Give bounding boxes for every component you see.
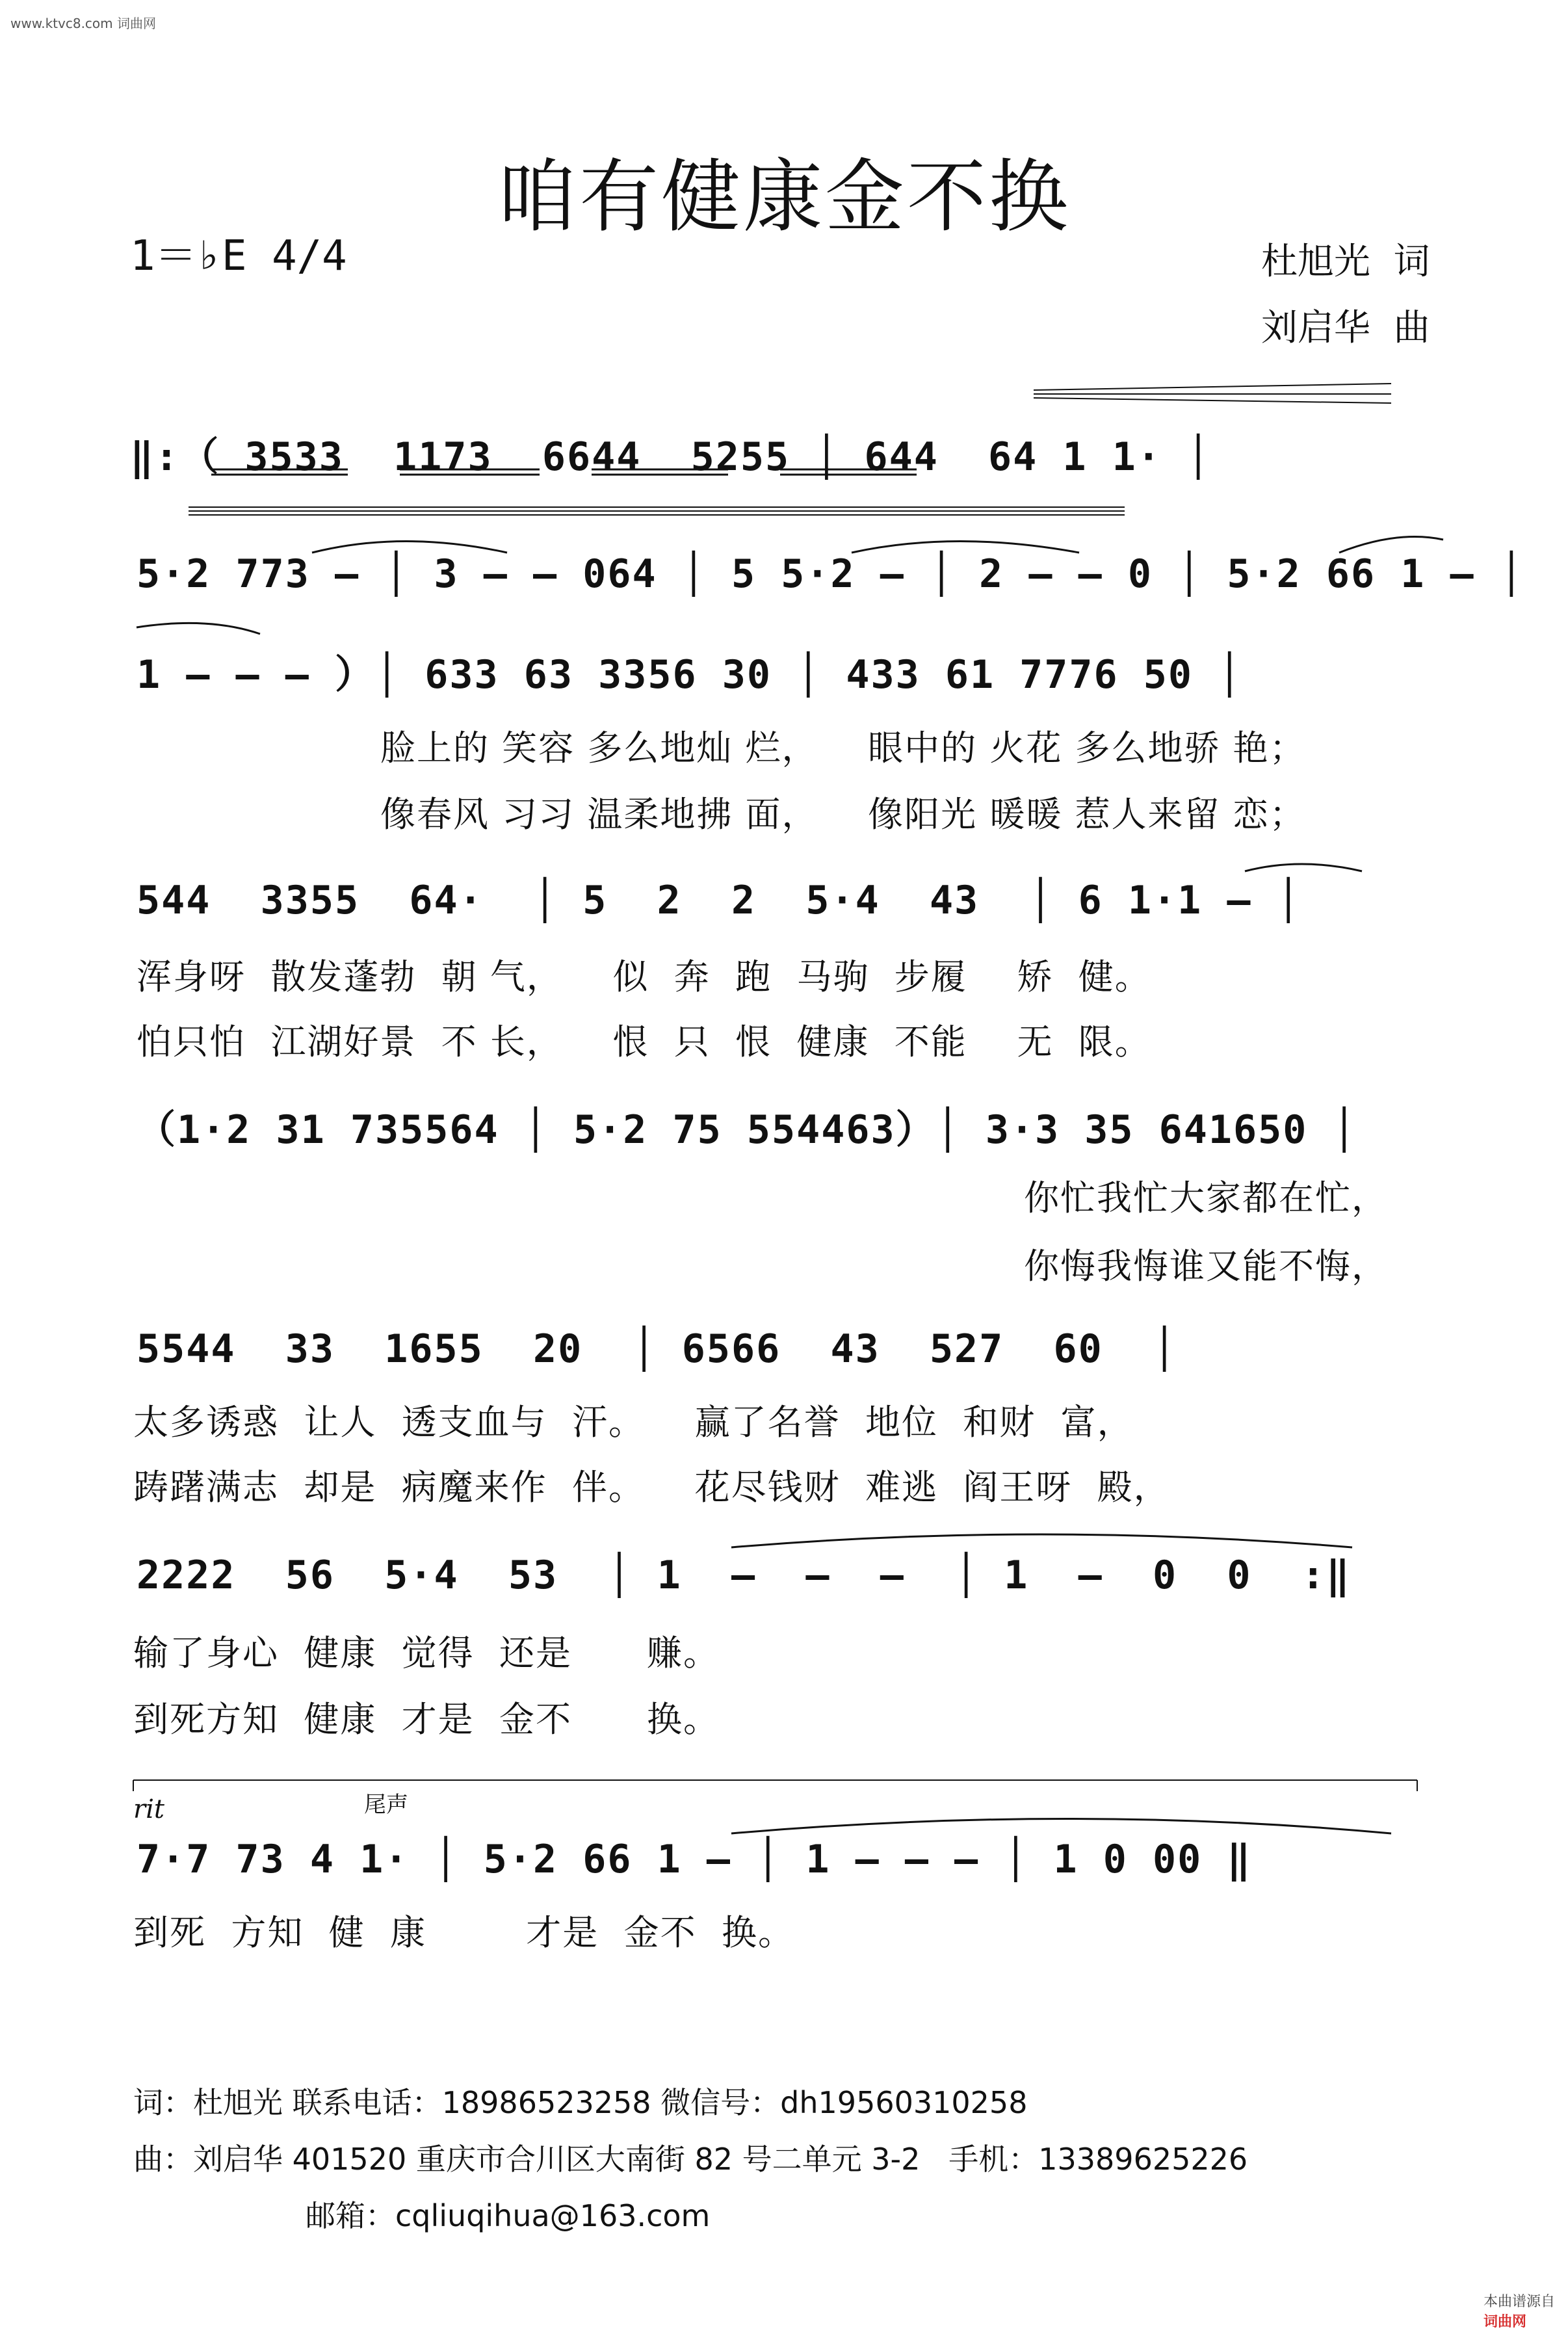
footer-lyricist-contact: 词：杜旭光 联系电话：18986523258 微信号：dh19560310258 xyxy=(133,2085,1028,2120)
key-signature: 1＝♭E 4/4 xyxy=(130,232,347,280)
score-line-2: 5·2 773 – │ 3 – – 064 │ 5 5·2 – │ 2 – – 0 │ 5·2 66 1 – │ xyxy=(137,551,1524,597)
lyric-line-7-verse-2: 到死方知 健康 才是 金不 换。 xyxy=(133,1699,720,1740)
lyric-line-4-verse-2: 怕只怕 江湖好景 不 长， 恨 只 恨 健康 不能 无 限。 xyxy=(137,1021,1151,1062)
score-line-8: 7·7 73 4 1· │ 5·2 66 1 – │ 1 – – – │ 1 0 00 ‖ xyxy=(137,1837,1252,1882)
watermark-left: 本曲谱源自 xyxy=(1483,2294,1555,2310)
site-url: www.ktvc8.com 词曲网 xyxy=(10,16,157,31)
score-line-6: 5544 33 1655 20 │ 6566 43 527 60 │ xyxy=(137,1326,1178,1372)
lyric-line-7-verse-1: 输了身心 健康 觉得 还是 赚。 xyxy=(133,1633,720,1673)
lyricist: 杜旭光 词 xyxy=(1261,241,1430,283)
coda-label: 尾声 xyxy=(364,1792,408,1818)
footer-email: 邮箱：cqliuqihua@163.com xyxy=(306,2198,711,2233)
lyric-line-3-verse-2: 像春风 习习 温柔地拂 面， 像阳光 暖暖 惹人来留 恋； xyxy=(380,794,1306,835)
lyric-line-8: 到死 方知 健 康 才是 金不 换。 xyxy=(133,1912,794,1953)
song-title: 咱有健康金不换 xyxy=(497,151,1071,243)
rit-marking: rit xyxy=(133,1794,164,1824)
lyric-line-3-verse-1: 脸上的 笑容 多么地灿 烂， 眼中的 火花 多么地骄 艳； xyxy=(380,728,1306,768)
score-line-1: ‖:（ 3533 1173 6644 5255 │ 644 64 1 1· │ xyxy=(130,434,1212,480)
lyric-line-4-verse-1: 浑身呀 散发蓬勃 朝 气， 似 奔 跑 马驹 步履 矫 健。 xyxy=(137,956,1151,997)
score-line-5: （1·2 31 735564 │ 5·2 75 554463）│ 3·3 35 641650 │ xyxy=(137,1107,1357,1153)
footer-composer-contact: 曲：刘启华 401520 重庆市合川区大南街 82 号二单元 3-2 手机：13389625226 xyxy=(133,2142,1248,2177)
watermark-right: 词曲网 xyxy=(1483,2314,1526,2330)
score-line-7: 2222 56 5·4 53 │ 1 – – – │ 1 – 0 0 :‖ xyxy=(137,1553,1352,1598)
lyric-line-5-verse-1: 你忙我忙大家都在忙， xyxy=(1024,1177,1388,1218)
score-line-3: 1 – – – ）│ 633 63 3356 30 │ 433 61 7776 50 │ xyxy=(137,652,1243,698)
lyric-line-6-verse-2: 踌躇满志 却是 病魔来作 伴。 花尽钱财 难逃 阎王呀 殿， xyxy=(133,1467,1170,1508)
composer: 刘启华 曲 xyxy=(1261,307,1430,349)
lyric-line-6-verse-1: 太多诱惑 让人 透支血与 汗。 赢了名誉 地位 和财 富， xyxy=(133,1402,1134,1443)
score-line-4: 544 3355 64· │ 5 2 2 5·4 43 │ 6 1·1 – │ xyxy=(137,878,1301,923)
lyric-line-5-verse-2: 你悔我悔谁又能不悔， xyxy=(1024,1246,1388,1287)
